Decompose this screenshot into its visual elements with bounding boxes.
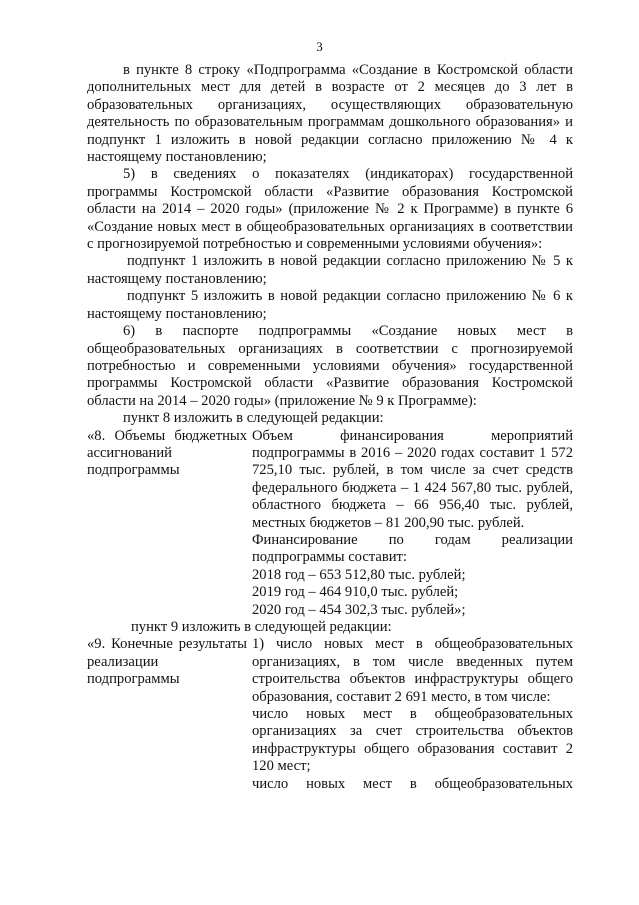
paragraph-p4: подпункт 5 изложить в новой редакции согласно приложению № 6 к настоящему постановлению; [87, 288, 573, 322]
row-8-label-line1: «8. Объемы бюджетных [87, 427, 247, 444]
row-9-text2: число новых мест в общеобразовательных организациях за счет строительства объектов инфраструктуры общего образования составит 2 120 мест; [252, 706, 573, 775]
document-body [87, 62, 573, 793]
page-number: 3 [316, 39, 323, 54]
row-9-label-rest: реализации подпрограммы [87, 653, 180, 688]
row-8-year-2019: 2019 год – 464 910,0 тыс. рублей; [252, 584, 459, 601]
row-8-year-2020: 2020 год – 454 302,3 тыс. рублей»; [252, 601, 466, 618]
row-8-label-rest: ассигнований подпрограммы [87, 444, 180, 479]
row-8-text2: Финансирование по годам реализации подпрограммы составит: [252, 531, 573, 566]
paragraph-p5: 6) в паспорте подпрограммы «Создание новых мест в общеобразовательных организациях в соответствии с прогнозируемой потребностью и современными условиями обучения» государственной программы Костромской области «Развитие образования Костромской области на 2014 – 2020 годы» (приложение № 9 к Программе): [87, 323, 573, 409]
paragraph-p3: подпункт 1 изложить в новой редакции согласно приложению № 5 к настоящему постановлению; [87, 253, 573, 287]
row-8-year-2018: 2018 год – 653 512,80 тыс. рублей; [252, 566, 466, 583]
row-9-text1: 1) число новых мест в общеобразовательных организациях, в том числе введенных путем строительства объектов инфраструктуры общего образования, составит 2 691 место, в том числе: [252, 636, 573, 705]
row-9-content [252, 636, 573, 793]
paragraph-p7: пункт 9 изложить в следующей редакции: [131, 619, 392, 635]
paragraph-p1: в пункте 8 строку «Подпрограмма «Создание в Костромской области дополнительных мест для детей в возрасте от 2 месяцев до 3 лет в образовательных организациях, осуществляющих образовательную деятельность по образовательным программам дошкольного образования» и подпункт 1 изложить в новой редакции согласно приложению № 4 к настоящему постановлению; [87, 62, 573, 166]
row-9-label-line1: «9. Конечные результаты [87, 636, 247, 653]
passport-row-9 [87, 636, 573, 793]
row-9-text3: число новых мест в общеобразовательных [252, 775, 573, 792]
passport-row-8 [87, 428, 573, 619]
row-9-label [87, 636, 252, 793]
row-8-text1: Объем финансирования мероприятий подпрограммы в 2016 – 2020 годах составит 1 572 725,10 тыс. рублей, в том числе за счет средств федерального бюджета – 1 424 567,80 тыс. рублей, областного бюджета – 66 956,40 тыс. рублей, местных бюджетов – 81 200,90 тыс. рублей. [252, 427, 573, 531]
paragraph-p2: 5) в сведениях о показателях (индикаторах) государственной программы Костромской области «Развитие образования Костромской области на 2014 – 2020 годы» (приложение № 2 к Программе) в пункте 6 «Создание новых мест в общеобразовательных организациях в соответствии с прогнозируемой потребностью и современными условиями обучения»: [87, 166, 573, 253]
row-8-label [87, 428, 252, 619]
paragraph-p6: пункт 8 изложить в следующей редакции: [123, 410, 384, 427]
row-8-content [252, 428, 573, 619]
